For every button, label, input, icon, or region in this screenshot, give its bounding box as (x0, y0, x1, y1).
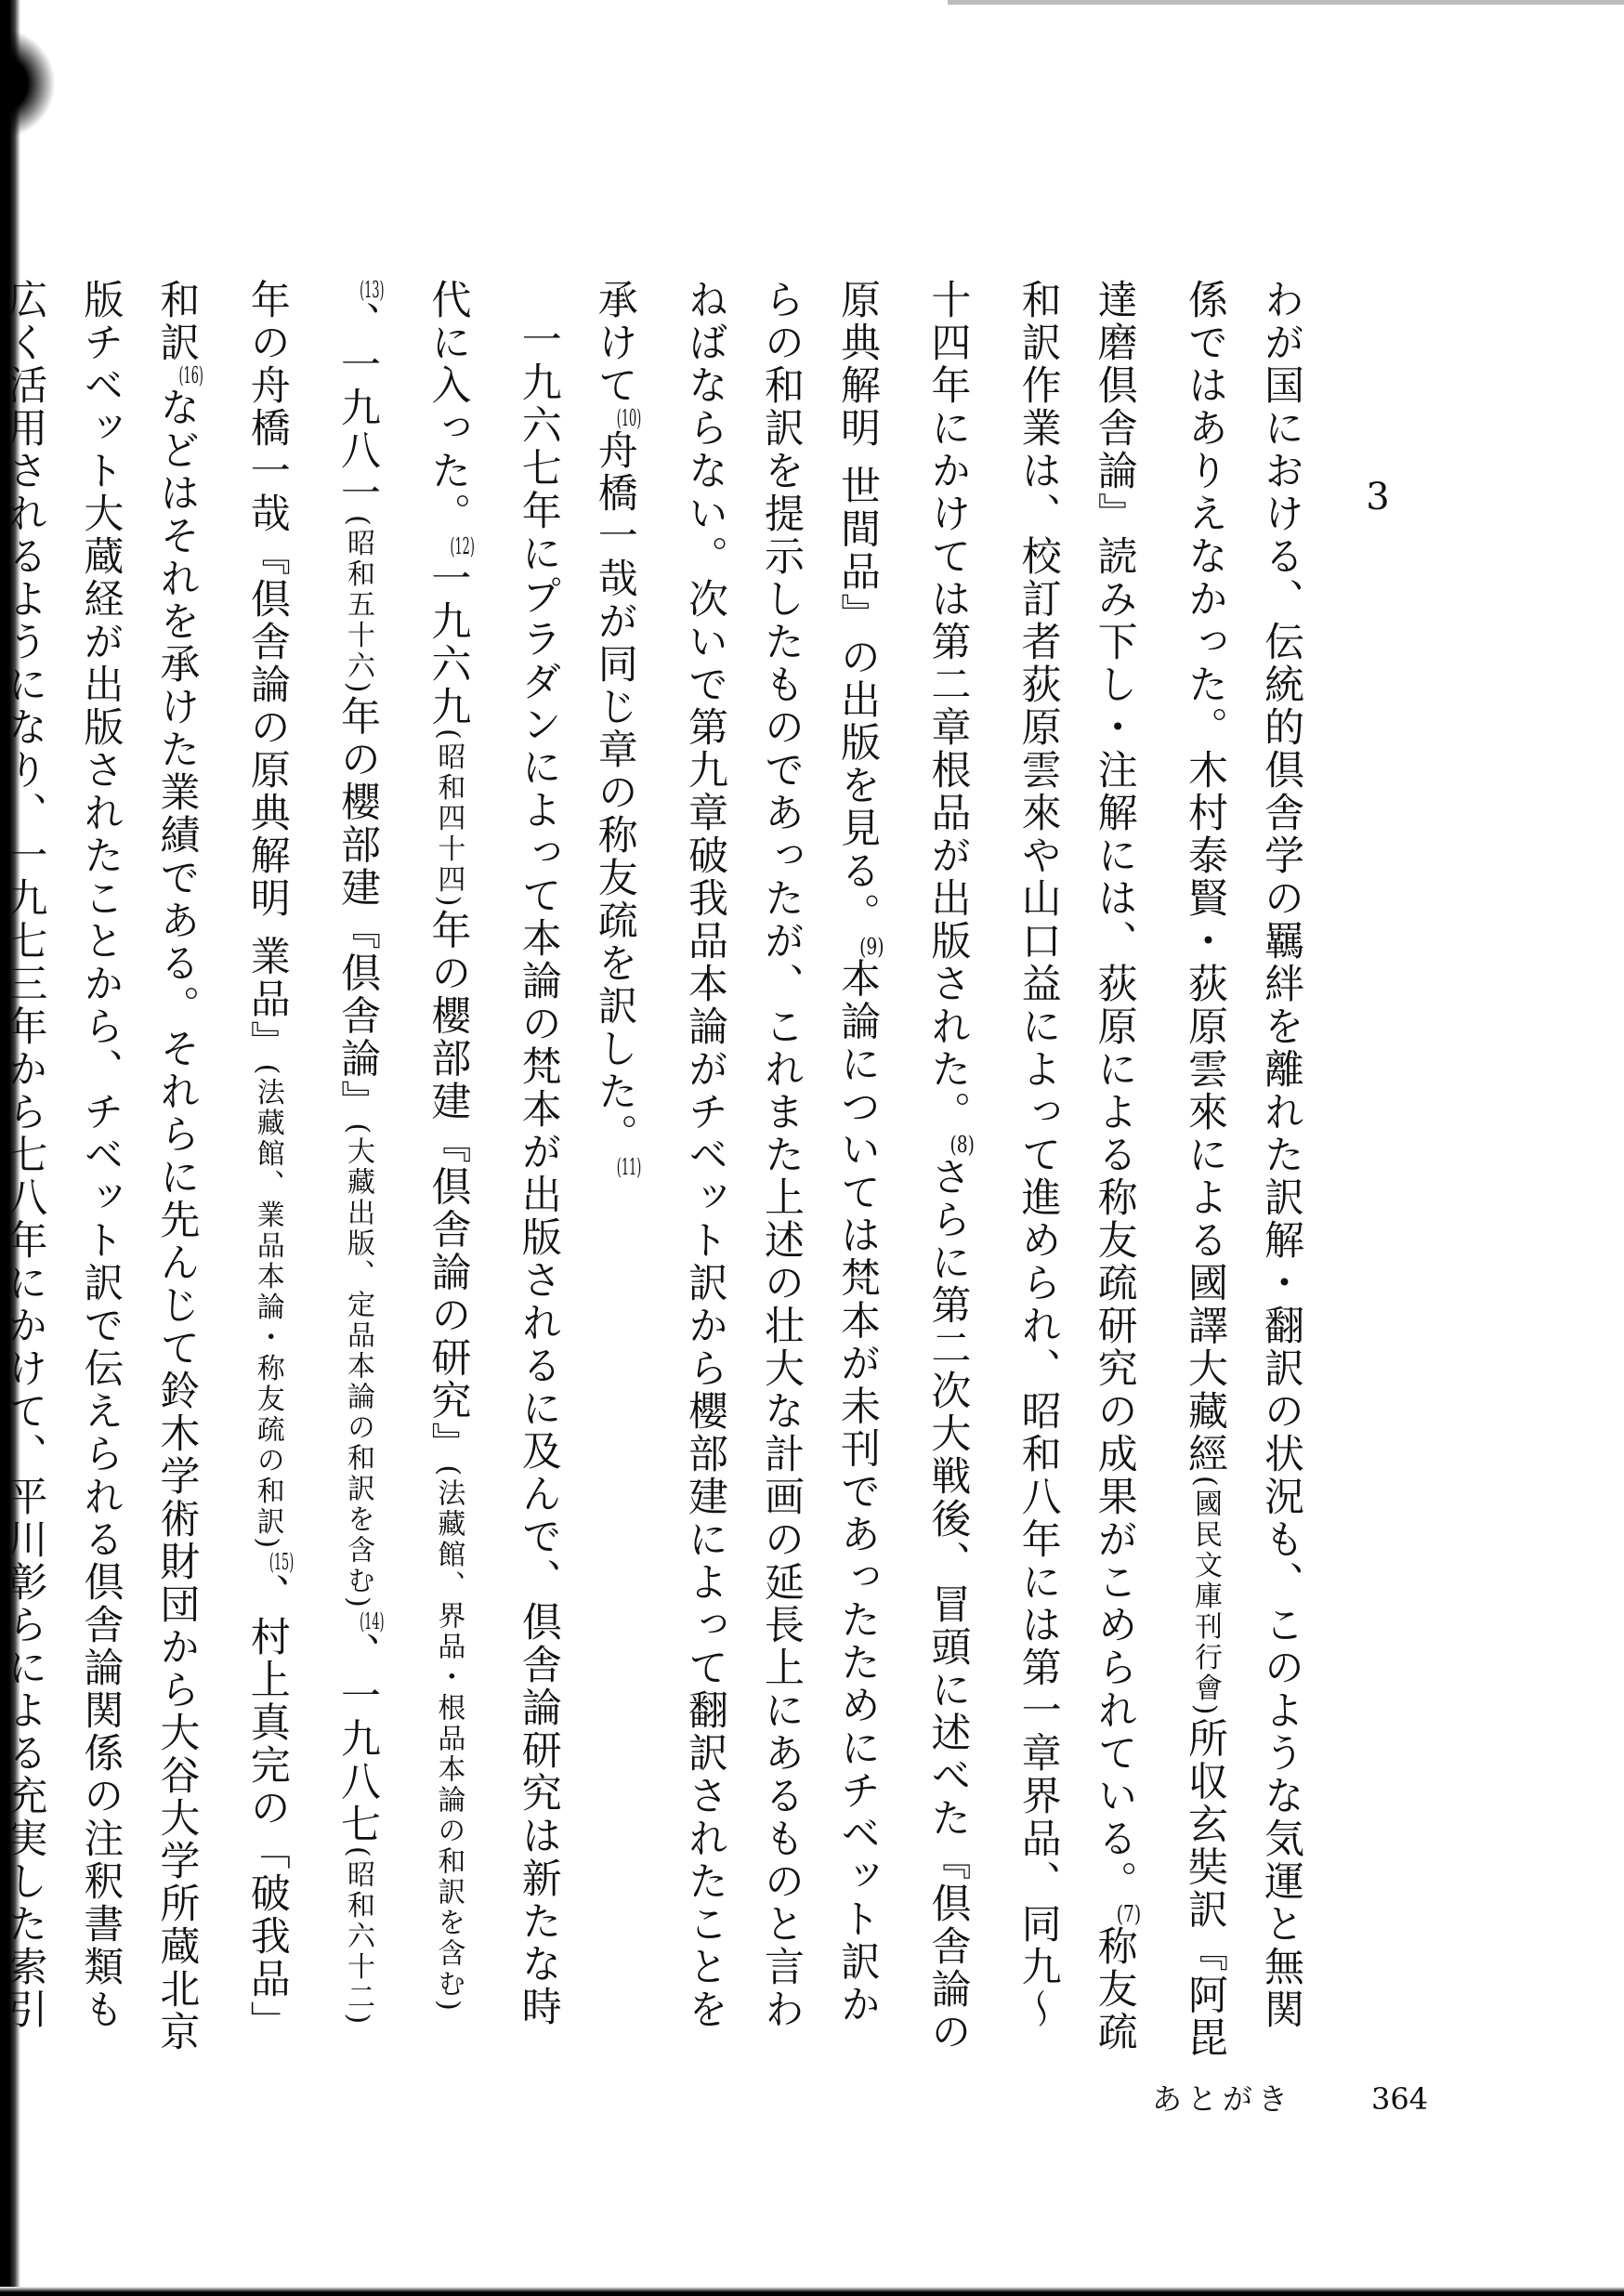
text-run: 舟橋一哉が同じ章の称友疏を訳した。 (591, 429, 638, 1156)
text-run: 、村上真完の「破我品」和訳 (153, 279, 291, 2044)
text-run: 一九六九 (425, 558, 472, 728)
text-run: 、一九八七 (334, 1632, 382, 1846)
text-run: 、一九八一 (334, 301, 382, 515)
footnote-marker: (11) (616, 1156, 642, 1178)
text-run: 年の櫻部建『倶舎論の研究』 (425, 909, 472, 1465)
text-run: などはそれを承けた業績である。それらに先んじて鈴木学術財団から大谷大学所蔵北京版チベット大蔵経が出版されたことから、チベット訳で伝えられる倶舎論関係の注釈書類も広く活用されるようになり、一九七三年から七八年にかけて、平川彰らによる充実した索引 (1, 279, 201, 2053)
footnote-marker: (8) (950, 1134, 975, 1156)
text-run: さらに第二次大戦後、冒頭に述べた『倶舎論の原典解明 世間品』の出版を見る。 (834, 279, 972, 2053)
parenthetical: (法藏館、業品本論・称友疏の和訳) (251, 1063, 284, 1552)
parenthetical: (昭和四十四) (432, 728, 465, 910)
scan-edge-top (948, 0, 1624, 5)
parenthetical: (昭和六十二) (342, 1845, 375, 2027)
footnote-marker: (10) (616, 407, 642, 429)
text-run: 年の櫻部建『倶舎論』 (334, 695, 382, 1123)
text-run: 年の舟橋一哉『倶舎論の原典解明 業品』 (243, 279, 291, 1064)
text-run: 一九六七年にプラダンによって本論の梵本が出版されるに及んで、倶舎論研究は新たな時代に入った。 (425, 279, 562, 2028)
parenthetical: (大藏出版、定品本論の和訳を含む) (342, 1122, 375, 1610)
page-number: 364 (1371, 2081, 1429, 2117)
scan-blot (0, 28, 56, 139)
parenthetical: (昭和五十六) (342, 515, 375, 696)
parenthetical: (國民文庫刊行會) (1189, 1476, 1222, 1718)
scan-shadow-bottom (0, 2287, 1624, 2296)
body-text (1, 279, 1319, 2063)
footnote-marker: (15) (268, 1551, 295, 1574)
footnote-marker: (16) (178, 364, 203, 387)
parenthetical: (法藏館、界品・根品本論の和訳を含む) (432, 1464, 465, 2014)
paragraph-2 (0, 279, 577, 2063)
paragraph-1 (577, 279, 1319, 2063)
footnote-marker: (9) (859, 935, 884, 958)
text-run: 本論については梵本が未刊であったためにチベット訳からの和訳を提示したものであったが、これまた上述の壮大な計画の延長上にあるものと言わねばならない。次いで第九章破我品本論がチベット訳から櫻部建によって翻訳されたことを承けて (591, 279, 882, 2031)
section-number: 3 (1366, 476, 1390, 518)
footnote-marker: (13) (360, 279, 385, 301)
footnote-marker: (7) (1116, 1903, 1142, 1925)
footnote-marker: (12) (450, 535, 475, 558)
text-run: 所収玄奘訳『阿毘達磨倶舎論』読み下し・注解には、荻原による称友疏研究の成果がこめられている。 (1091, 279, 1228, 2060)
text-run: 称友疏和訳作業は、校訂者荻原雲來や山口益によって進められ、昭和八年には第一章界品、同九～十四年にかけては第二章根品が出版された。 (924, 279, 1138, 2053)
running-head: あとがき (1152, 2081, 1294, 2117)
footnote-marker: (14) (360, 1609, 385, 1633)
text-run: わが国における、伝統的倶舎学の羈絆を離れた訳解・翻訳の状況も、このような気運と無関係ではありえなかった。木村泰賢・荻原雲來による國譯大藏經 (1182, 279, 1304, 2031)
